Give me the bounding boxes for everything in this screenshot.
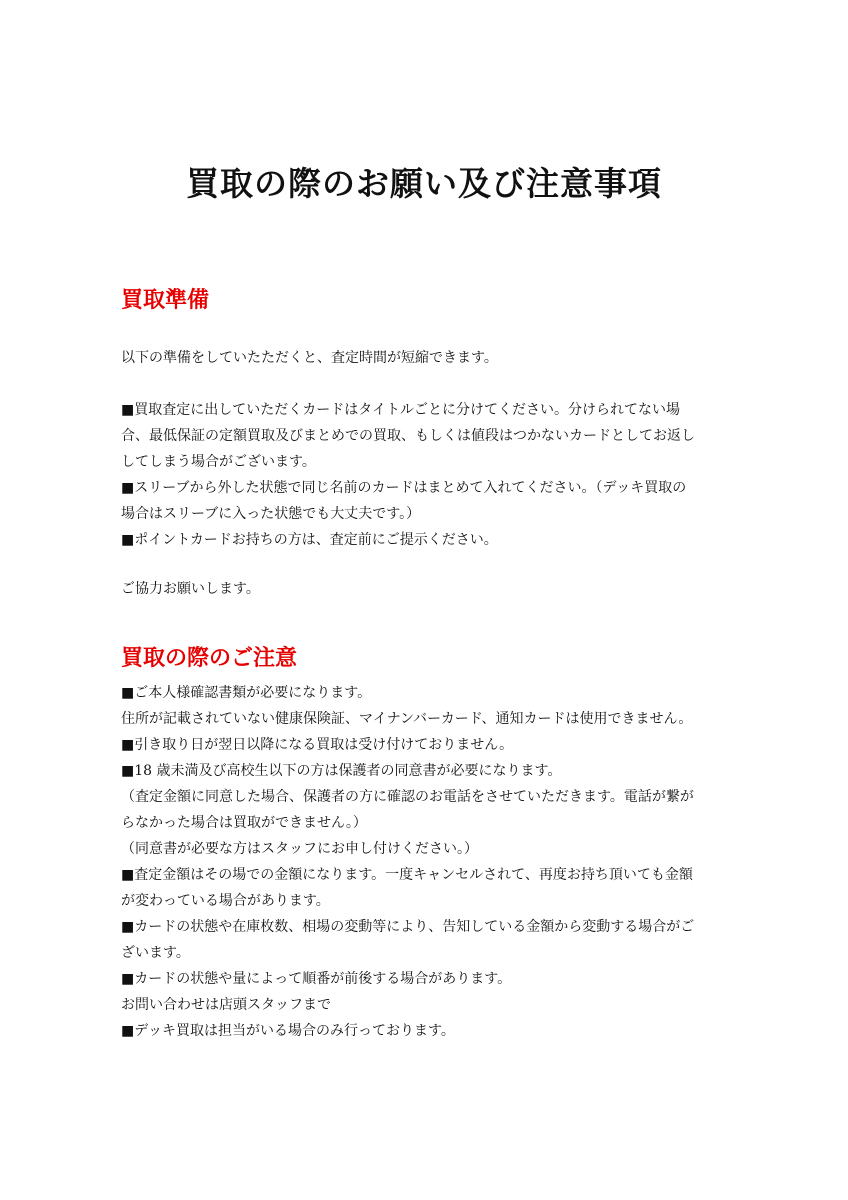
list-line: 住所が記載されていない健康保険証、マイナンバーカード、通知カードは使用できません。 (121, 711, 693, 727)
list-line: 合、最低保証の定額買取及びまとめでの買取、もしくは値段はつかないカードとしてお返し (121, 428, 695, 444)
list-line: ■ご本人様確認書類が必要になります。 (121, 685, 372, 701)
list-line: （査定金額に同意した場合、保護者の方に確認のお電話をさせていただきます。電話が繋が (121, 789, 694, 805)
list-line: してしまう場合がございます。 (121, 454, 316, 470)
list-line: ざいます。 (121, 945, 190, 961)
list-line: ■デッキ買取は担当がいる場合のみ行っております。 (121, 1023, 455, 1039)
preparation-closing (121, 576, 741, 602)
list-line: が変わっている場合があります。 (121, 893, 330, 909)
section-heading-preparation: 買取準備 (121, 287, 210, 313)
list-line: ■査定金額はその場での金額になります。一度キャンセルされて、再度お持ち頂いても金額 (121, 867, 693, 883)
list-line: 場合はスリーブに入った状態でも大丈夫です。） (121, 506, 421, 522)
list-line: ■18 歳未満及び高校生以下の方は保護者の同意書が必要になります。 (121, 763, 562, 779)
cautions-list (121, 680, 741, 1044)
list-line: ■買取査定に出していただくカードはタイトルごとに分けてください。分けられてない場 (121, 402, 680, 418)
preparation-list (121, 397, 741, 553)
closing-line: ご協力お願いします。 (121, 581, 260, 597)
intro-line: 以下の準備をしていたただくと、査定時間が短縮できます。 (121, 350, 498, 366)
list-line: ■カードの状態や在庫枚数、相場の変動等により、告知している金額から変動する場合がご (121, 919, 695, 935)
list-line: お問い合わせは店頭スタッフまで (121, 997, 331, 1013)
list-line: らなかった場合は買取ができません。） (121, 815, 367, 831)
section-heading-cautions: 買取の際のご注意 (121, 645, 298, 671)
list-line: （同意書が必要な方はスタッフにお申し付けください。） (121, 841, 478, 857)
list-line: ■ポイントカードお持ちの方は、査定前にご提示ください。 (121, 532, 498, 548)
list-line: ■引き取り日が翌日以降になる買取は受け付けておりません。 (121, 737, 514, 753)
document-title: 買取の際のお願い及び注意事項 (186, 164, 662, 203)
list-line: ■カードの状態や量によって順番が前後する場合があります。 (121, 971, 512, 987)
list-line: ■スリーブから外した状態で同じ名前のカードはまとめて入れてください。（デッキ買取の (121, 480, 687, 496)
preparation-intro (121, 345, 741, 371)
